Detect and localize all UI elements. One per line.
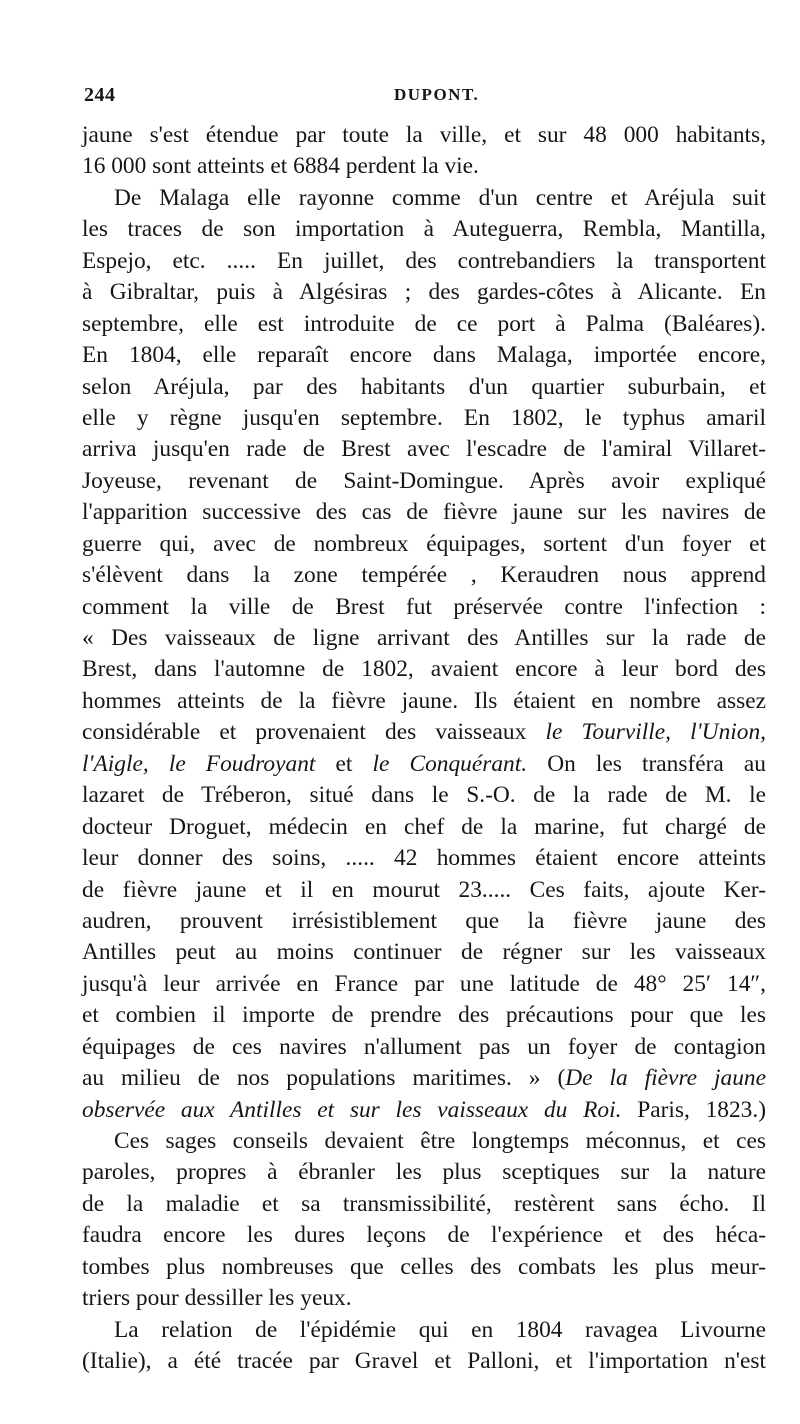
text-line: La relation de l'épidémie qui en 1804 ravagea Livourne [114, 1316, 766, 1343]
text-run: et [315, 750, 373, 777]
text-run: considérable et provenaient des vaisseaux [82, 719, 546, 746]
ship-names: le Tourville, l'Union, [545, 719, 766, 746]
text-line: s'élèvent dans la zone tempérée , Keraudren nous apprend [82, 562, 766, 589]
text-line [82, 1063, 766, 1094]
citation-title: De la fièvre jaune [565, 1065, 766, 1092]
text-run: On les transféra au [527, 750, 766, 777]
text-line: septembre, elle est introduite de ce port à Palma (Baléares). [82, 310, 766, 337]
text-line: jaune s'est étendue par toute la ville, et sur 48 000 habitants, [82, 122, 766, 148]
page-number: 244 [84, 84, 116, 106]
text-line: de fièvre jaune et il en mourut 23..... Ces faits, ajoute Ker- [82, 876, 766, 903]
text-line: En 1804, elle reparaît encore dans Malaga, importée encore, [82, 342, 766, 369]
text-line [82, 717, 766, 748]
text-line: arriva jusqu'en rade de Brest avec l'escadre de l'amiral Villaret- [82, 436, 766, 463]
text-line: (Italie), a été tracée par Gravel et Palloni, et l'importation n'est [82, 1348, 766, 1375]
text-line: Brest, dans l'automne de 1802, avaient encore à leur bord des [82, 656, 766, 683]
text-line: lazaret de Tréberon, situé dans le S.-O. de la rade de M. le [82, 782, 766, 809]
text-line: triers pour dessiller les yeux. [82, 1285, 352, 1312]
text-line: « Des vaisseaux de ligne arrivant des Antilles sur la rade de [82, 625, 766, 651]
text-line: de la maladie et sa transmissibilité, restèrent sans écho. Il [82, 1190, 766, 1217]
text-line: et combien il importe de prendre des précautions pour que les [82, 1002, 766, 1029]
citation-title: observée aux Antilles et sur les vaisseaux du Roi. [82, 1096, 622, 1123]
body-text [82, 120, 766, 1378]
text-run: Paris, 1823.) [621, 1096, 767, 1123]
running-head: DUPONT. [394, 85, 480, 104]
text-line: tombes plus nombreuses que celles des combats les plus meur- [82, 1253, 766, 1280]
text-line: elle y règne jusqu'en septembre. En 1802, le typhus amaril [82, 404, 766, 431]
text-line: l'apparition successive des cas de fièvre jaune sur les navires de [82, 499, 766, 526]
text-line: paroles, propres à ébranler les plus sceptiques sur la nature [82, 1159, 766, 1186]
text-line: les traces de son importation à Auteguerra, Rembla, Mantilla, [82, 216, 766, 243]
text-line [82, 749, 766, 780]
text-line: Ces sages conseils devaient être longtemps méconnus, et ces [114, 1128, 766, 1154]
text-line: faudra encore les dures leçons de l'expérience et des héca- [82, 1222, 766, 1249]
text-line: équipages de ces navires n'allument pas un foyer de contagion [82, 1033, 766, 1060]
text-line: Joyeuse, revenant de Saint-Domingue. Après avoir expliqué [82, 467, 766, 494]
text-line: docteur Droguet, médecin en chef de la marine, fut chargé de [82, 813, 766, 840]
text-line: audren, prouvent irrésistiblement que la fièvre jaune des [82, 907, 766, 934]
ship-names: l'Aigle, le Foudroyant [82, 750, 316, 777]
text-line: à Gibraltar, puis à Algésiras ; des gardes-côtes à Alicante. En [82, 279, 766, 306]
text-line: De Malaga elle rayonne comme d'un centre et Aréjula suit [114, 184, 766, 211]
text-line: Antilles peut au moins continuer de régner sur les vaisseaux [82, 939, 766, 966]
page-header [84, 84, 764, 110]
text-line: 16 000 sont atteints et 6884 perdent la vie. [82, 153, 479, 180]
text-line: guerre qui, avec de nombreux équipages, sortent d'un foyer et [82, 530, 766, 557]
text-line: jusqu'à leur arrivée en France par une latitude de 48° 25′ 14″, [82, 970, 766, 997]
text-line: selon Aréjula, par des habitants d'un quartier suburbain, et [82, 373, 766, 400]
text-line [82, 1095, 766, 1126]
ship-name: le Conquérant. [372, 750, 528, 777]
text-line: Espejo, etc. ..... En juillet, des contrebandiers la transportent [82, 247, 766, 274]
text-line: hommes atteints de la fièvre jaune. Ils étaient en nombre assez [82, 687, 766, 714]
text-line: comment la ville de Brest fut préservée contre l'infection : [82, 593, 766, 620]
text-line: leur donner des soins, ..... 42 hommes étaient encore atteints [82, 845, 766, 872]
text-run: au milieu de nos populations maritimes. » ( [82, 1065, 566, 1092]
